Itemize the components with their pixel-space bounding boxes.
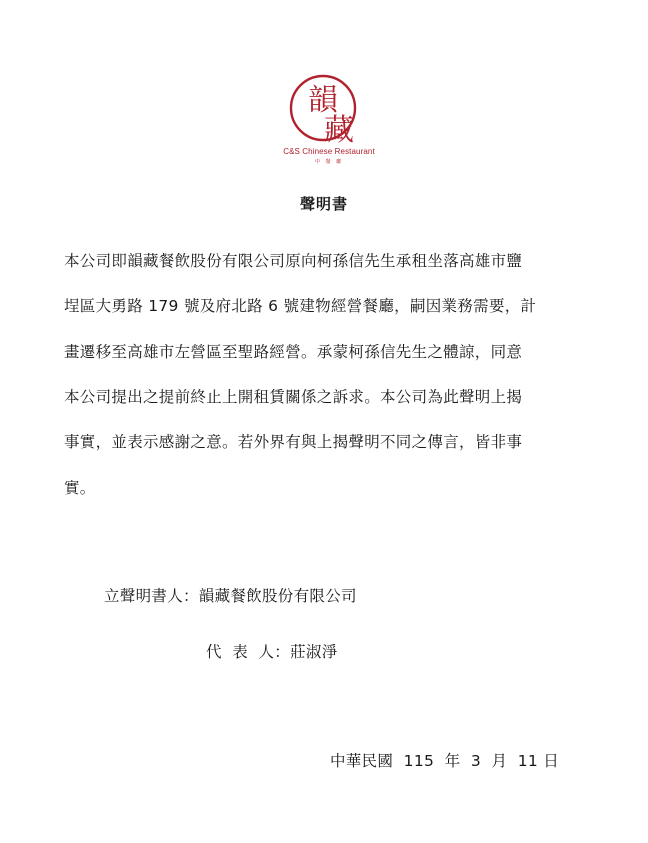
date-line: 中華民國 115 年 3 月 11 日 — [330, 752, 560, 770]
logo-subtitle: 中 餐 廳 — [314, 159, 344, 165]
document-title: 聲明書 — [299, 195, 348, 213]
body-line: 事實，並表示感謝之意。若外界有與上揭聲明不同之傳言，皆非事 — [64, 433, 523, 451]
body-line: 埕區大勇路 179 號及府北路 6 號建物經營餐廳，嗣因業務需要，計 — [64, 297, 537, 315]
body-line: 本公司即韻藏餐飲股份有限公司原向柯孫信先生承租坐落高雄市鹽 — [64, 252, 523, 270]
body-line: 本公司提出之提前終止上開租賃關係之訴求。本公司為此聲明上揭 — [64, 388, 523, 406]
svg-text:韻: 韻 — [308, 83, 338, 118]
body-line: 畫遷移至高雄市左營區至聖路經營。承蒙柯孫信先生之體諒，同意 — [64, 343, 523, 361]
declarant-line: 立聲明書人：韻藏餐飲股份有限公司 — [104, 587, 357, 605]
logo-english-name: C&S Chinese Restaurant — [283, 147, 375, 156]
representative-line: 代 表 人：莊淑淨 — [206, 643, 338, 661]
svg-text:藏: 藏 — [324, 113, 354, 148]
body-line: 實。 — [64, 479, 96, 497]
